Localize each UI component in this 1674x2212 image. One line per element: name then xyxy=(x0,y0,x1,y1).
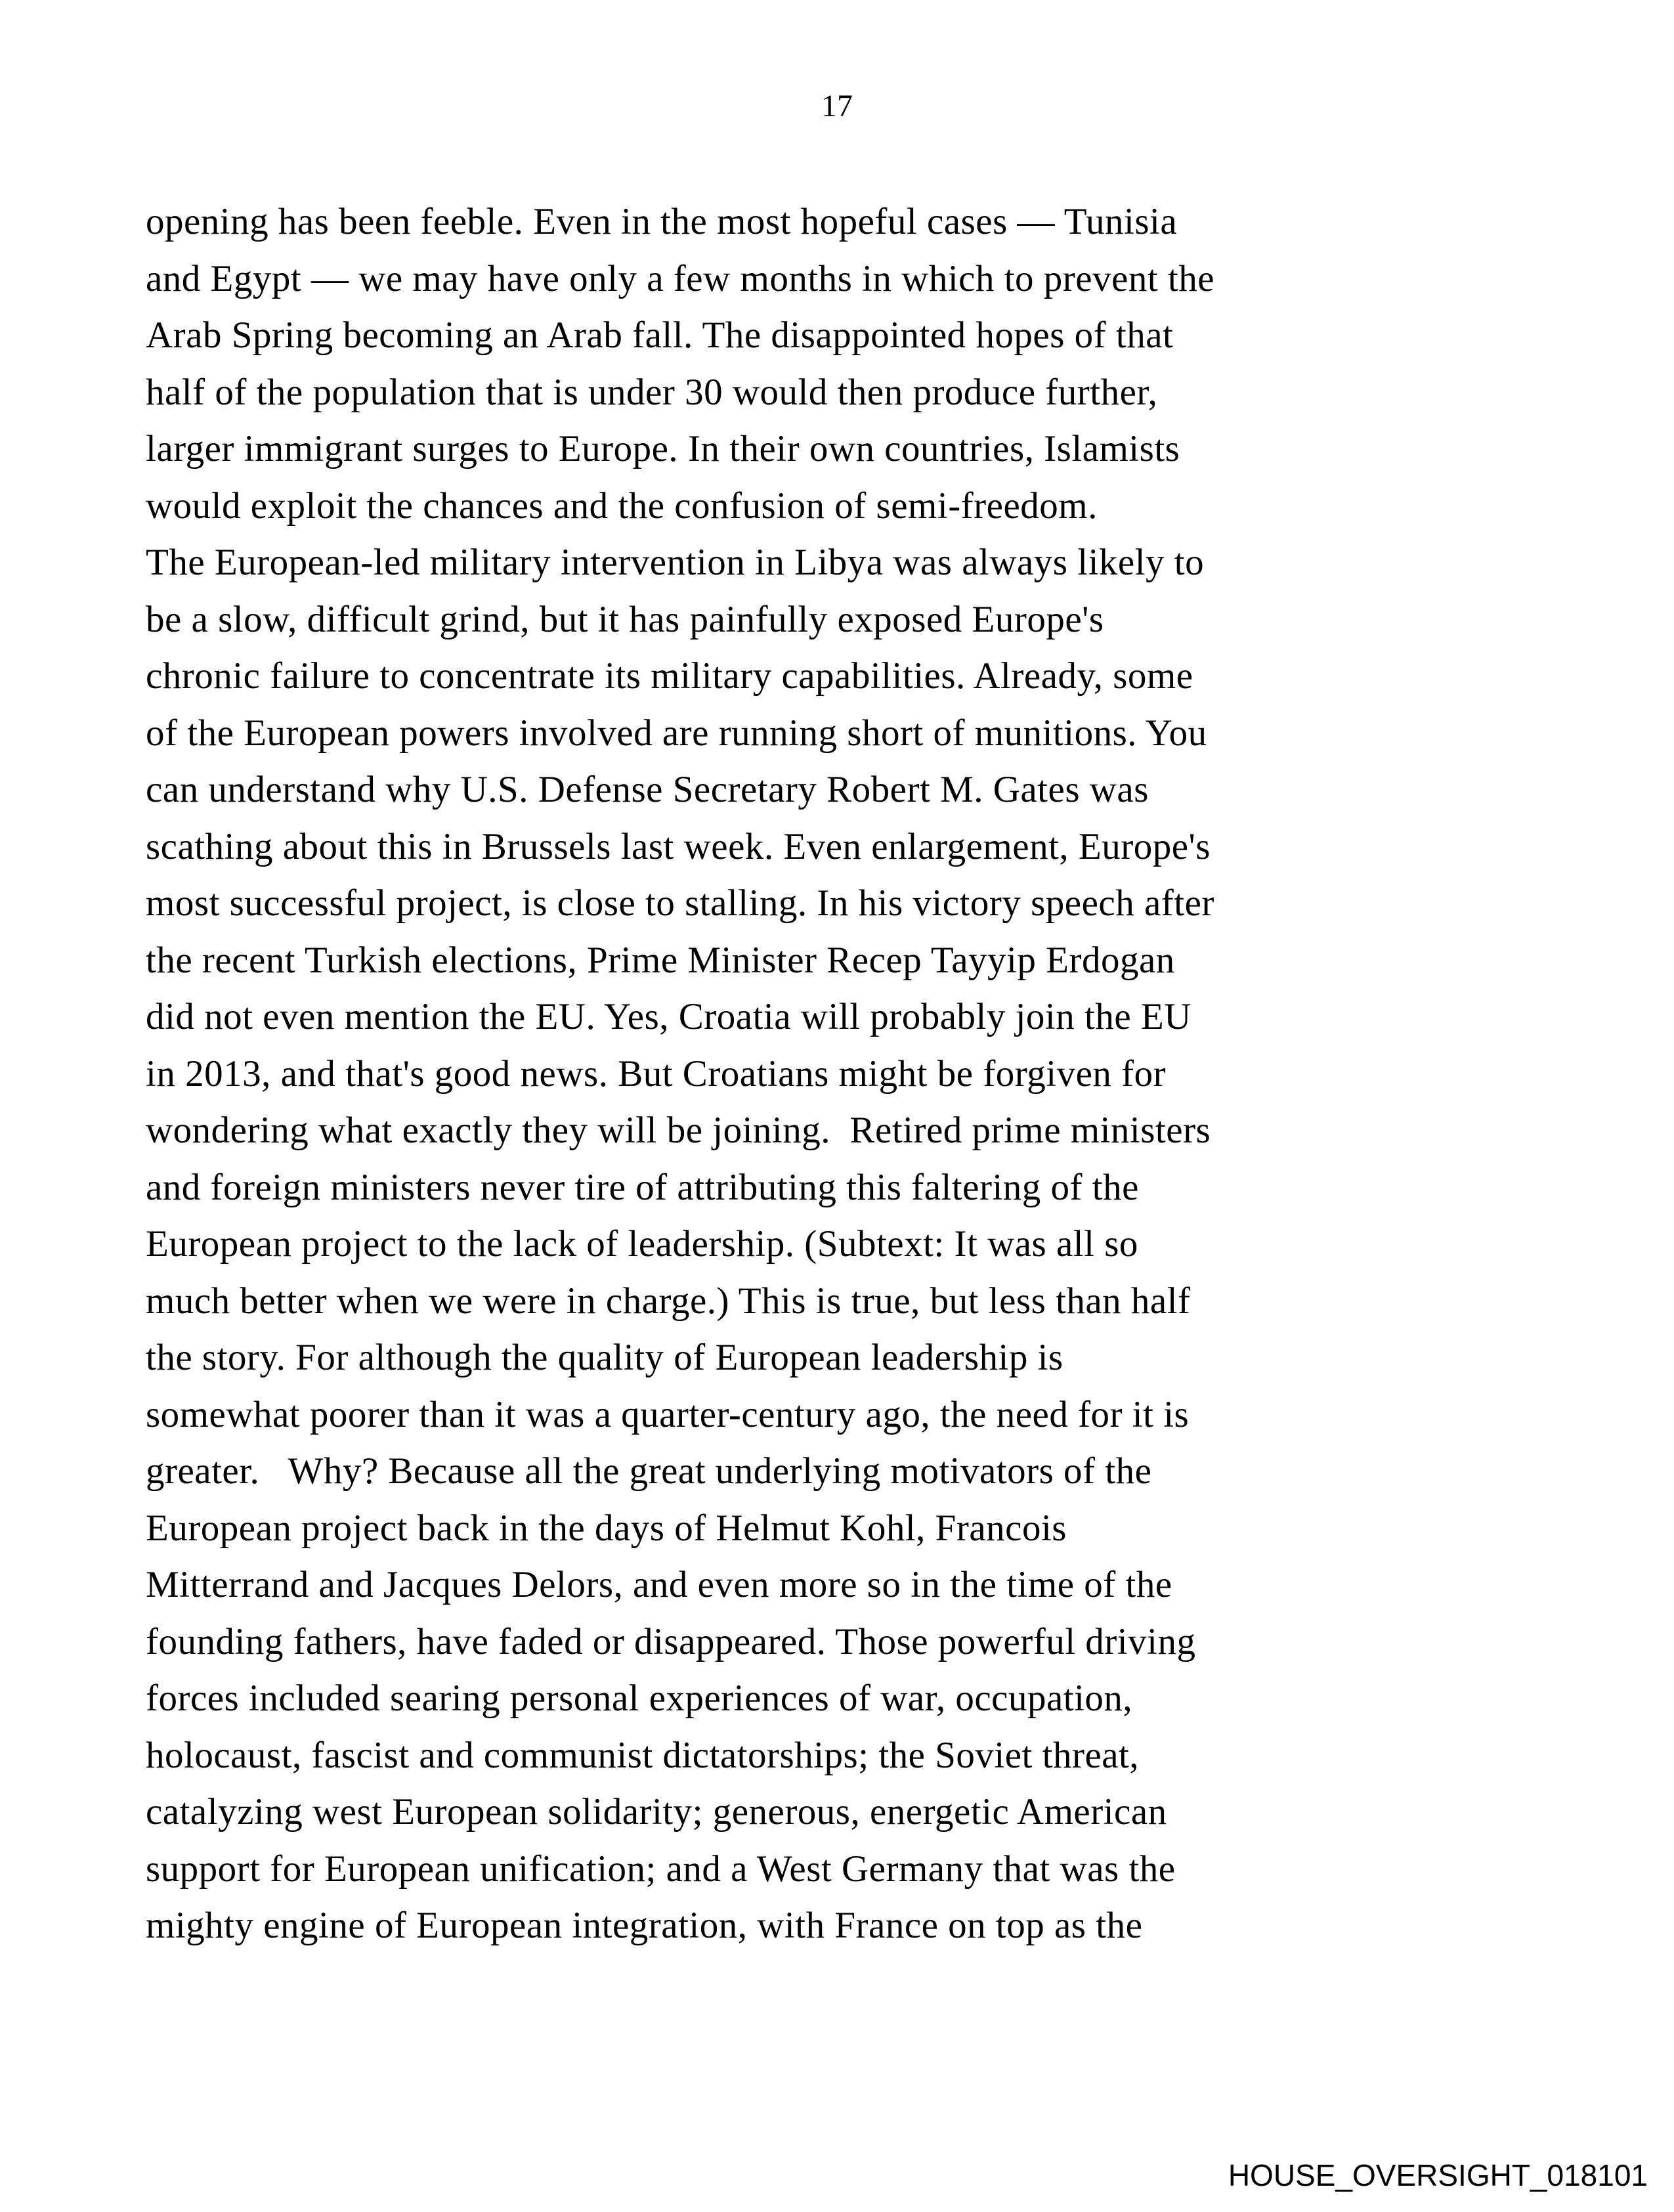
text-line: Arab Spring becoming an Arab fall. The disappointed hopes of that xyxy=(146,314,1174,356)
text-line: did not even mention the EU. Yes, Croatia will probably join the EU xyxy=(146,996,1191,1037)
text-line: larger immigrant surges to Europe. In their own countries, Islamists xyxy=(146,428,1180,469)
text-line: forces included searing personal experiences of war, occupation, xyxy=(146,1678,1133,1719)
text-line: wondering what exactly they will be joining. Retired prime ministers xyxy=(146,1110,1211,1151)
text-line: scathing about this in Brussels last week. Even enlargement, Europe's xyxy=(146,825,1211,867)
text-line: chronic failure to concentrate its military capabilities. Already, some xyxy=(146,655,1193,697)
text-line: would exploit the chances and the confusion of semi-freedom. xyxy=(146,485,1098,527)
text-line: half of the population that is under 30 would then produce further, xyxy=(146,371,1158,413)
text-line: be a slow, difficult grind, but it has painfully exposed Europe's xyxy=(146,598,1104,640)
text-line: most successful project, is close to stalling. In his victory speech after xyxy=(146,882,1214,924)
text-line: The European-led military intervention in Libya was always likely to xyxy=(146,542,1205,583)
text-line: in 2013, and that's good news. But Croatians might be forgiven for xyxy=(146,1052,1167,1095)
text-line: European project back in the days of Helmut Kohl, Francois xyxy=(146,1507,1067,1549)
text-line: somewhat poorer than it was a quarter-century ago, the need for it is xyxy=(146,1393,1190,1435)
text-line: greater. Why? Because all the great underlying motivators of the xyxy=(146,1450,1152,1492)
page-number: 17 xyxy=(821,89,853,123)
text-line: of the European powers involved are running short of munitions. You xyxy=(146,712,1207,754)
text-line: and foreign ministers never tire of attributing this faltering of the xyxy=(146,1166,1139,1208)
text-line: Mitterrand and Jacques Delors, and even more so in the time of the xyxy=(146,1564,1172,1605)
text-line: can understand why U.S. Defense Secretary Robert M. Gates was xyxy=(146,769,1149,810)
text-line: opening has been feeble. Even in the most hopeful cases — Tunisia xyxy=(146,201,1178,242)
text-line: holocaust, fascist and communist dictatorships; the Soviet threat, xyxy=(146,1734,1140,1776)
text-line: much better when we were in charge.) This is true, but less than half xyxy=(146,1280,1191,1322)
text-line: catalyzing west European solidarity; generous, energetic American xyxy=(146,1791,1167,1832)
text-line: founding fathers, have faded or disappeared. Those powerful driving xyxy=(146,1620,1196,1662)
text-line: the story. For although the quality of European leadership is xyxy=(146,1337,1063,1378)
text-line: the recent Turkish elections, Prime Minister Recep Tayyip Erdogan xyxy=(146,939,1175,981)
text-line: European project to the lack of leadership. (Subtext: It was all so xyxy=(146,1223,1138,1265)
text-line: and Egypt — we may have only a few months in which to prevent the xyxy=(146,257,1215,299)
text-line: support for European unification; and a West Germany that was the xyxy=(146,1848,1176,1890)
bates-stamp: HOUSE_OVERSIGHT_018101 xyxy=(1228,2158,1648,2192)
body-text xyxy=(146,194,1531,1955)
text-line: mighty engine of European integration, with France on top as the xyxy=(146,1905,1143,1946)
